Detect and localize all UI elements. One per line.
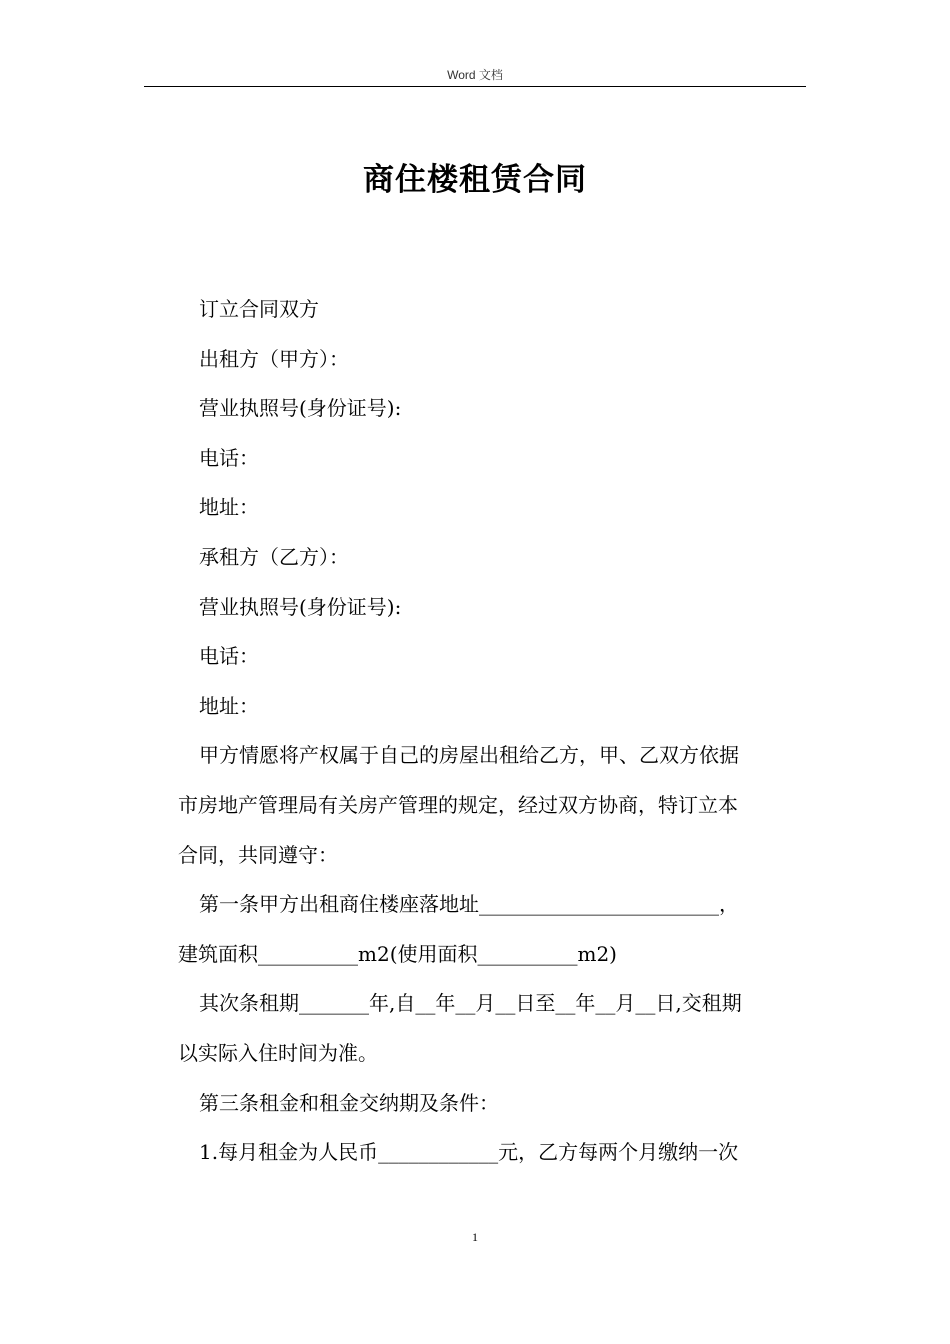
header-divider [144,86,806,87]
paragraph-line: 电话： [199,644,259,669]
paragraph-line: 第三条租金和租金交纳期及条件： [199,1090,499,1115]
paragraph-line: 市房地产管理局有关房产管理的规定，经过双方协商，特订立本 [178,792,738,817]
paragraph-line: 以实际入住时间为准。 [178,1040,378,1065]
paragraph-line: 电话： [199,445,259,470]
paragraph-line: 出租方（甲方）： [199,346,349,371]
paragraph-line: 甲方情愿将产权属于自己的房屋出租给乙方，甲、乙双方依据 [199,743,739,768]
paragraph-line: 地址： [199,693,259,718]
document-title: 商住楼租赁合同 [363,162,587,198]
page-header: Word 文档 [447,68,503,82]
page-number: 1 [472,1230,478,1244]
paragraph-line: 订立合同双方 [199,297,319,321]
document-body [178,285,804,1178]
paragraph-line: 营业执照号(身份证号): [199,396,402,421]
paragraph-line: 承租方（乙方）： [199,544,349,569]
paragraph-line: 营业执照号(身份证号): [199,594,402,619]
paragraph-line: 地址： [199,495,259,520]
paragraph-line: 其次条租期_______年,自__年__月__日至__年__月__日,交租期 [199,991,742,1016]
paragraph-line: 1.每月租金为人民币____________元，乙方每两个月缴纳一次 [199,1140,739,1165]
paragraph-line: 第一条甲方出租商住楼座落地址________________________， [199,892,739,917]
paragraph-line: 建筑面积__________m2(使用面积__________m2) [178,941,617,966]
paragraph-line: 合同，共同遵守： [178,842,338,867]
